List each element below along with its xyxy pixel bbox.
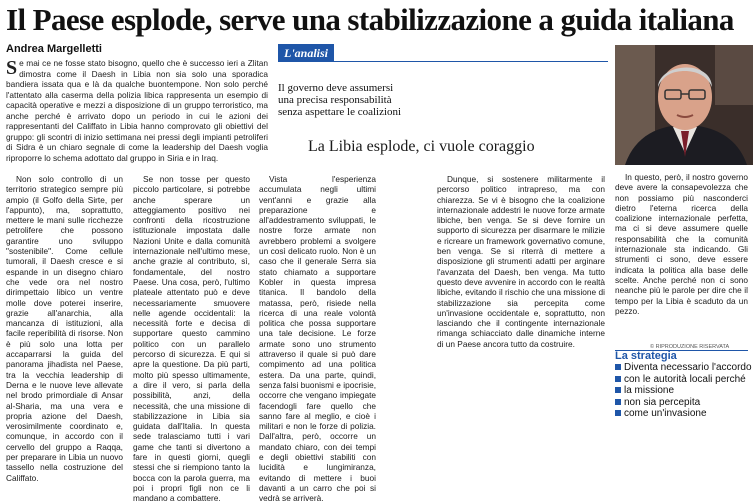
list-item: Diventa necessario l'accordo	[615, 362, 752, 374]
author-byline: Andrea Margelletti	[6, 43, 102, 55]
strategy-box-title: La strategia	[615, 350, 677, 362]
list-item: la missione	[615, 385, 752, 397]
subhead-line: senza aspettare le coalizioni	[278, 106, 402, 118]
column-5	[615, 172, 748, 316]
section-tag-analisi: L'analisi	[278, 44, 334, 62]
subhead-line: una precisa responsabilità	[278, 94, 392, 106]
kicker-title: La Libia esplode, ci vuole coraggio	[308, 138, 535, 155]
copyright-note: © RIPRODUZIONE RISERVATA	[650, 344, 730, 350]
lead-text: e mai ce ne fosse stato bisogno, quello che è successo ieri a Zlitan dimostra come il Daesh in Libia non sia solo una sporadica bandiera issata qua e là da qualche buontempone. Non solo perché l'attentato alla caserma della polizia libica rappresenta un esempio di capacità operative e mezzi a disposizione di un gruppo terroristico, ma anche perché è arrivato dopo un periodo in cui le azioni dei rappresentanti del Califfato in Libia hanno comprovato gli obiettivi del gruppo: gli scontri di inizio settimana nei pressi degli impianti petroliferi di Sidra è un chiaro segnale di come la leadership del Daesh voglia riproporre lo schema adottato dal gruppo in Siria e in Iraq.	[6, 58, 268, 163]
list-item: non sia percepita	[615, 397, 752, 409]
section-divider	[278, 61, 608, 62]
paragraph: Se non tosse per questo piccolo particolare, si potrebbe anche sperare un atteggiamento positivo nei confronti della ricostruzione istituzionale impostata dalle Nazioni Unite e dalla comunità internazionale nell'ultimo mese, anche grazie al contributo, sì, fondamentale, del nostro Paese. Una cosa, però, l'ultimo plateale attentato può e deve necessariamente smuovere nelle agende occidentali: la necessità forte e decisa di supportare questo cammino politico con un parallelo percorso di sicurezza. E qui si apre la questione. Da più parti, molto più spesso ultimamente, a dire il vero, si parla della possibilità, anzi, della necessità, che una missione di stabilizzazione in Libia sia guidata dall'Italia. In questa sede tralasciamo tutti i vari game che tanti si divertono a fare in questi giorni, quegli stessi che si riempiono tanto la bocca con la parola guerra, ma poi i propri figli non ce li mandano a combattere.	[133, 174, 250, 504]
drop-cap: S	[6, 57, 18, 79]
paragraph: In questo, però, il nostro governo deve avere la consapevolezza che non possiamo più nasconderci dietro l'eterna ricerca della coalizione internazionale perfetta, ma ci si deve assumere quelle responsabilità che la comunità internazionale sta indicando. Gli strumenti ci sono, deve essere indicata la politica alla base delle scelte. Anche perché non ci sono neanche più le parole per dire che il tempo per la Libia è scaduto da un pezzo.	[615, 172, 748, 316]
author-photo	[615, 45, 753, 165]
lead-paragraph	[6, 58, 268, 163]
column-2	[133, 174, 250, 504]
subhead-line: Il governo deve assumersi	[278, 82, 394, 94]
column-1	[6, 174, 123, 483]
headline: Il Paese esplode, serve una stabilizzazione a guida italiana	[6, 2, 734, 37]
list-item: con le autorità locali perché	[615, 374, 752, 386]
column-3	[259, 174, 376, 504]
paragraph: Vista l'esperienza accumulata negli ultimi vent'anni e grazie alla preparazione e all'addestramento sviluppati, le nostre forze armate non avrebbero problemi a svolgere un così delicato ruolo. Non è un caso che il generale Serra sia stato chiamato a supportare Kobler in questa impresa titanica. Il bandolo della matassa, però, risiede nella ricerca di una reale volontà politica che possa supportare una tale decisione. Le forze armate sono uno strumento attraverso il quale si può dare compimento ad una politica estera. Da una parte, quindi, senza falsi buonismi e ipocrisie, occorre che vengano impiegate facendogli fare quello che sanno fare al meglio, e cioè i militari e non le forze di polizia. Dall'altra, però, occorre un mandato chiaro, con dei tempi e degli obiettivi stabiliti con lucidità e lungimiranza, evitando di mettere i buoi davanti a un carro che poi si vedrà se arriverà.	[259, 174, 376, 504]
paragraph: Non solo controllo di un territorio strategico sempre più ampio (il Golfo della Sirte, per l'appunto), ma, soprattutto, mettere le mani sulle ricchezze petrolifere che possono garantire uno sviluppo "sostenibile". Come cellule tumorali, il Daesh cresce e si espande in un disegno chiaro che vede ora nel nostro dirimpettaio libico un ventre molle dove poterei inserire, grazie all'anarchia, alla mancanza di istituzioni, alla facile reperibilità di risorse. Non è più solo una lotta per accaparrarsi la guida del panorama jihadista nel Paese, tra la vecchia leadership di Derna e le nuove leve allevate nel brodo primordiale di Ansar al-Sharia, ma una vera e propria azione del Daesh, verosimilmente coordinato e, comunque, in accordo con il cervello del gruppo a Raqqa, per preparare in Libia un nuovo tassello nella costruzione del Califfato.	[6, 174, 123, 483]
portrait-image	[615, 45, 753, 165]
column-4	[437, 174, 605, 349]
subheadline	[278, 82, 478, 118]
strategy-list	[615, 362, 752, 420]
list-item: come un'invasione	[615, 408, 752, 420]
paragraph: Dunque, si sostenere militarmente il percorso politico intrapreso, ma con chiarezza. Se vi è bisogno che la coalizione internazionale addestri le nuove forze armate libiche, ben venga. Se si deve fornire un supporto di sicurezza per disarmare le milizie e ricreare un framework governativo comune, ben venga. Se si riterrà di mettere a disposizione gli strumenti adatti per arginare l'avanzata del Daesh, ben venga. Ma tutto questo deve avvenire in accordo con le realtà libiche, evitando il rischio che una missione di stabilizzazione sia percepita come un'invasione occidentale e, soprattutto, non lasciando che il contingente internazionale rimanga schiacciato dalle dinamiche interne di un Paese ancora tutto da costruire.	[437, 174, 605, 349]
